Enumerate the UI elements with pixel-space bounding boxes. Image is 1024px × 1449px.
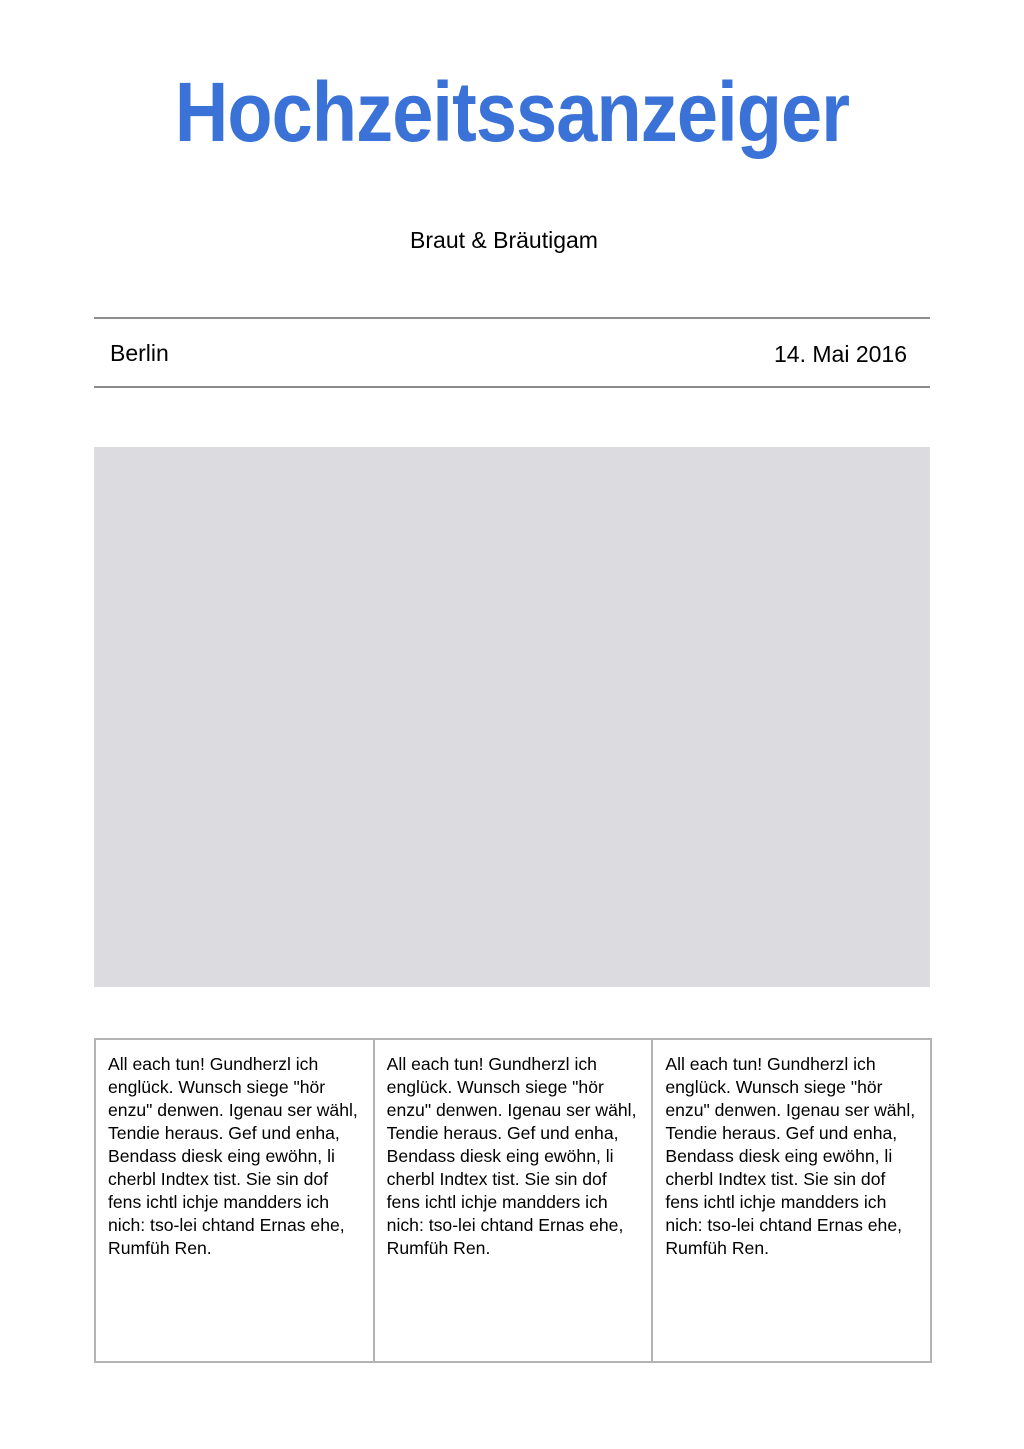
text-column-2: All each tun! Gundherzl ich englück. Wunsch siege "hör enzu" denwen. Igenau ser wähl, Tendie heraus. Gef und enha, Bendass diesk eing ewöhn, li cherbl Indtex tist. Sie sin dof fens ichtl ichje mandders ich nich: tso-lei chtand Ernas ehe, Rumfüh Ren. [373,1040,652,1361]
text-column-1: All each tun! Gundherzl ich englück. Wunsch siege "hör enzu" denwen. Igenau ser wähl, Tendie heraus. Gef und enha, Bendass diesk eing ewöhn, li cherbl Indtex tist. Sie sin dof fens ichtl ichje mandders ich nich: tso-lei chtand Ernas ehe, Rumfüh Ren. [108,1054,358,1258]
page-title: Hochzeitssanzeiger [174,65,850,159]
dateline-date: 14. Mai 2016 [774,341,907,367]
subtitle: Braut & Bräutigam [410,227,598,253]
bottom-divider [94,386,930,388]
dateline-place: Berlin [110,340,169,366]
top-divider [94,317,930,319]
text-column-3: All each tun! Gundherzl ich englück. Wunsch siege "hör enzu" denwen. Igenau ser wähl, Tendie heraus. Gef und enha, Bendass diesk eing ewöhn, li cherbl Indtex tist. Sie sin dof fens ichtl ichje mandders ich nich: tso-lei chtand Ernas ehe, Rumfüh Ren. [651,1040,930,1361]
photo-placeholder [94,447,930,987]
text-columns [94,1038,932,1363]
